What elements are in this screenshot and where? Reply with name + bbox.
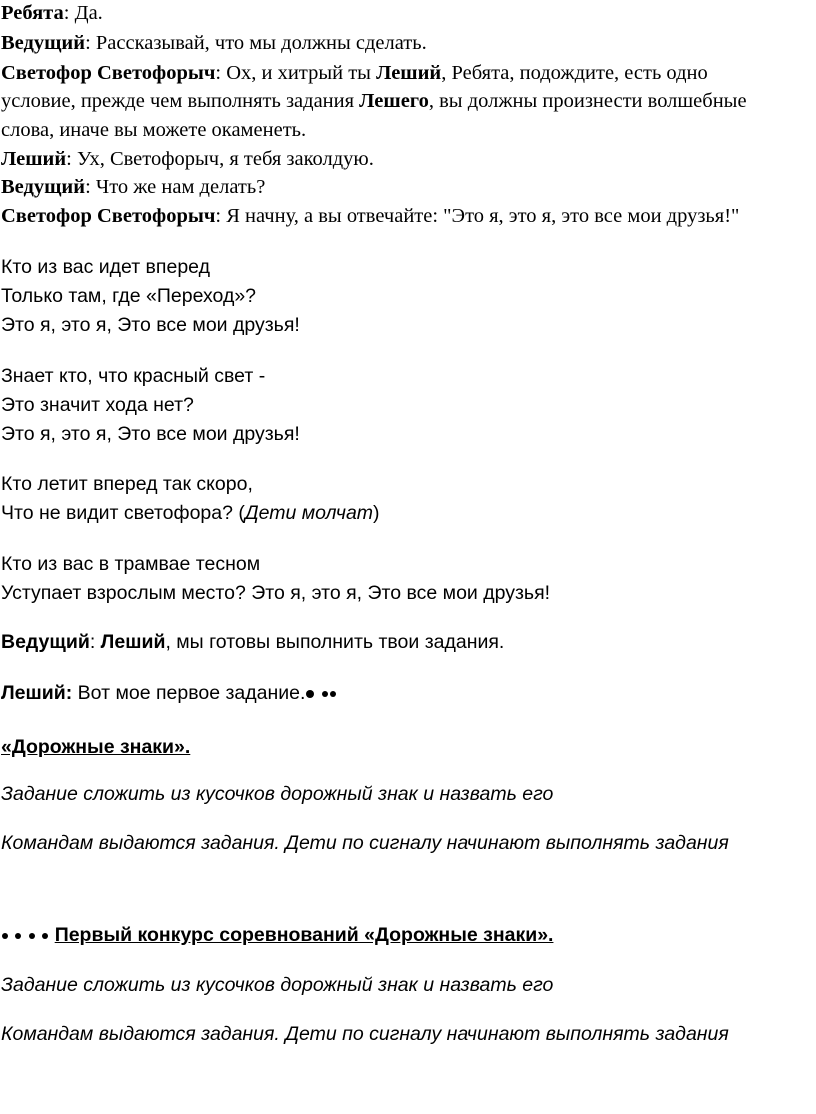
bullet-icon (306, 690, 314, 698)
line-text: условие, прежде чем выполнять задания (1, 90, 360, 112)
section-heading (1, 738, 190, 758)
line-text: Что не видит светофора? ( (1, 502, 245, 524)
line-text: : Да. (63, 2, 103, 24)
speaker: Ведущий (1, 32, 86, 54)
line-text: слова, иначе вы можете окаменеть. (1, 119, 307, 141)
speaker: Ведущий (1, 176, 86, 198)
speaker: Ребята (1, 2, 64, 24)
line-text: , мы готовы выполнить твои задания. (165, 631, 505, 653)
bullet-icon (42, 933, 48, 939)
line-text: : (89, 631, 101, 653)
poem-line: Это я, это я, Это все мои друзья! (1, 314, 300, 336)
dialogue-line (1, 206, 739, 227)
speaker: Светофор Светофорыч (1, 205, 216, 227)
dialogue-line (1, 63, 708, 84)
bold-name: Леший (100, 631, 166, 653)
speaker: Леший: (1, 682, 73, 704)
dialogue-line (1, 149, 374, 170)
poem-line (1, 504, 380, 524)
bullet-icon (322, 691, 328, 697)
task-text: Командам выдаются задания. Дети по сигналу начинают выполнять задания (1, 1023, 729, 1045)
line-text: : Я начну, а вы отвечайте: "Это я, это я, это все мои друзья!" (215, 205, 740, 227)
heading-text: «Дорожные знаки». (1, 736, 191, 758)
task-text: Задание сложить из кусочков дорожный знак и назвать его (1, 783, 554, 805)
bold-name: Леший (376, 62, 442, 84)
line-text: : Ух, Светофорыч, я тебя заколдую. (66, 148, 374, 170)
dialogue-line (1, 684, 337, 704)
poem-line: Кто из вас идет вперед (1, 256, 210, 278)
dialogue-line (1, 3, 103, 24)
bullet-icon (15, 933, 21, 939)
poem-line: Кто летит вперед так скоро, (1, 473, 253, 495)
task-text: Командам выдаются задания. Дети по сигналу начинают выполнять задания (1, 832, 729, 854)
bullet-icon (2, 933, 8, 939)
poem-line: Это значит хода нет? (1, 394, 194, 416)
bullet-icon (330, 691, 336, 697)
poem-line: Знает кто, что красный свет - (1, 365, 266, 387)
speaker: Светофор Светофорыч (1, 62, 216, 84)
task-text: Задание сложить из кусочков дорожный знак и назвать его (1, 974, 554, 996)
dialogue-line (1, 91, 747, 112)
line-text: : Рассказывай, что мы должны сделать. (85, 32, 427, 54)
heading-text: Первый конкурс соревнований «Дорожные знаки». (54, 924, 554, 946)
line-text: , Ребята, подождите, есть одно (441, 62, 708, 84)
dialogue-line (1, 120, 306, 141)
line-text: ) (373, 502, 380, 524)
bold-name: Лешего (359, 90, 429, 112)
line-text: , вы должны произнести волшебные (428, 90, 747, 112)
speaker: Леший (1, 148, 67, 170)
poem-line: Только там, где «Переход»? (1, 285, 257, 307)
dialogue-line (1, 633, 504, 653)
poem-line: Уступает взрослым место? Это я, это я, Это все мои друзья! (1, 582, 551, 604)
dialogue-line (1, 33, 427, 54)
section-heading (1, 926, 553, 946)
line-text: : Ох, и хитрый ты (215, 62, 377, 84)
stage-direction: Дети молчат (244, 502, 374, 524)
dialogue-line (1, 177, 265, 198)
poem-line: Это я, это я, Это все мои друзья! (1, 423, 300, 445)
line-text: : Что же нам делать? (85, 176, 266, 198)
poem-line: Кто из вас в трамвае тесном (1, 553, 261, 575)
line-text: Вот мое первое задание. (72, 682, 306, 704)
speaker: Ведущий (1, 631, 90, 653)
bullet-icon (29, 933, 35, 939)
